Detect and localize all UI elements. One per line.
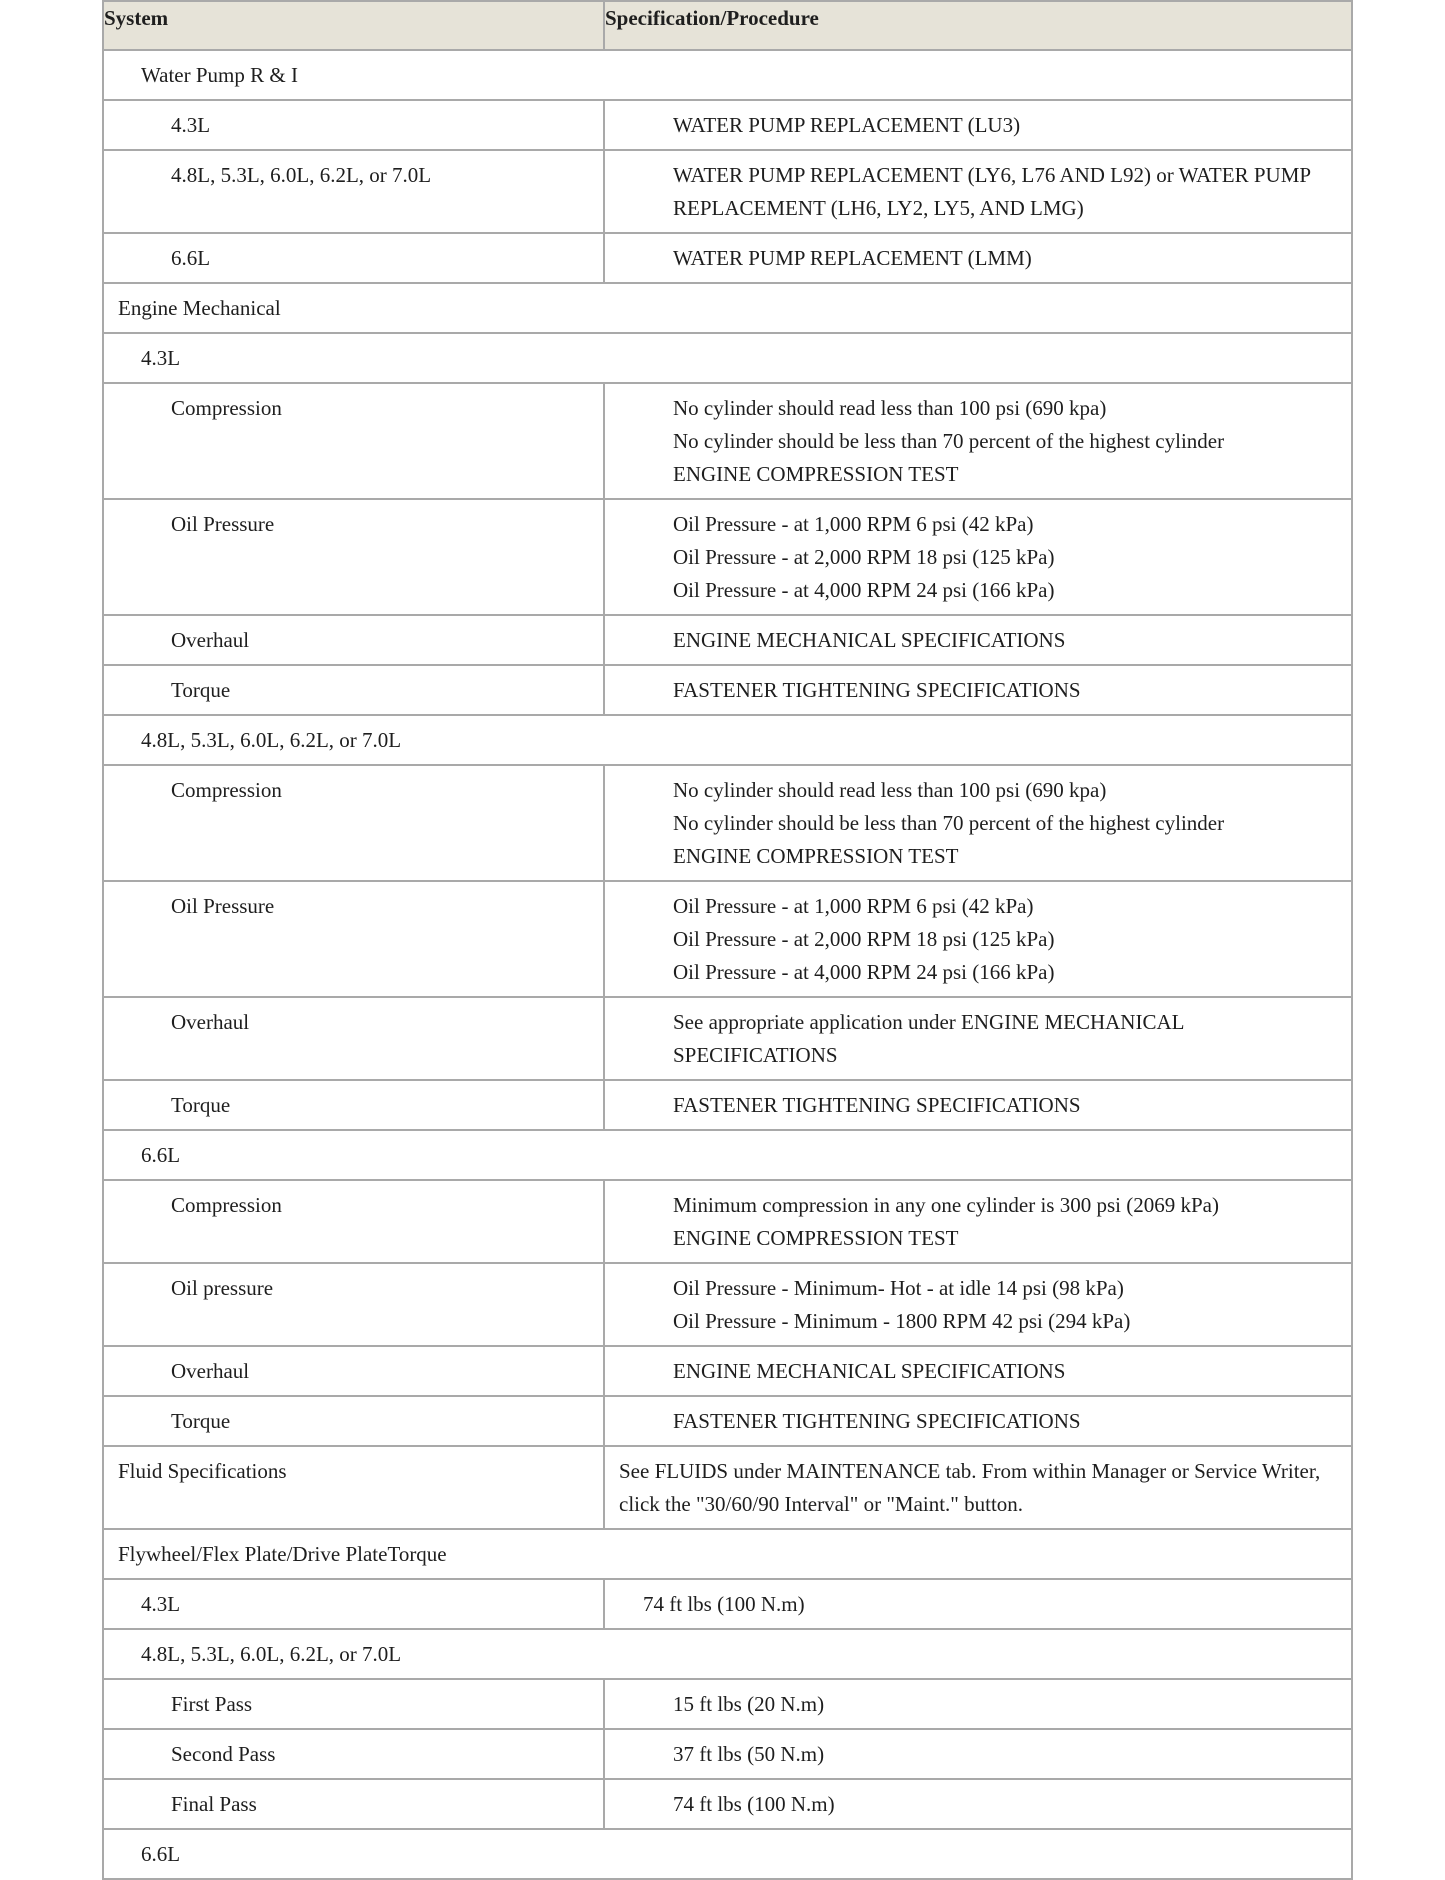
spec-line: See FLUIDS under MAINTENANCE tab. From within Manager or Service Writer, click the "30/60/90 Interval" or "Maint." button. bbox=[619, 1459, 1321, 1516]
system-cell: Compression bbox=[103, 383, 604, 499]
spec-line: ENGINE MECHANICAL SPECIFICATIONS bbox=[673, 1359, 1066, 1383]
subsection-heading: 6.6L bbox=[103, 1829, 1352, 1879]
spec-line: 15 ft lbs (20 N.m) bbox=[673, 1692, 825, 1716]
spec-cell bbox=[604, 765, 1352, 881]
spec-line: Oil Pressure - Minimum- Hot - at idle 14 psi (98 kPa) bbox=[673, 1276, 1124, 1300]
spec-line: ENGINE COMPRESSION TEST bbox=[673, 462, 959, 486]
table-row bbox=[103, 1679, 1352, 1729]
spec-line: ENGINE COMPRESSION TEST bbox=[673, 844, 959, 868]
spec-line: Oil Pressure - at 2,000 RPM 18 psi (125 kPa) bbox=[673, 545, 1055, 569]
table-row bbox=[103, 997, 1352, 1080]
system-cell: 4.8L, 5.3L, 6.0L, 6.2L, or 7.0L bbox=[103, 150, 604, 233]
table-row bbox=[103, 1529, 1352, 1579]
table-body bbox=[103, 50, 1352, 1879]
spec-line: WATER PUMP REPLACEMENT (LU3) bbox=[673, 113, 1021, 137]
spec-cell bbox=[604, 665, 1352, 715]
spec-line: WATER PUMP REPLACEMENT (LY6, L76 AND L92) or WATER PUMP REPLACEMENT (LH6, LY2, LY5, AND LMG) bbox=[673, 163, 1311, 220]
table-row bbox=[103, 1396, 1352, 1446]
spec-line: 74 ft lbs (100 N.m) bbox=[643, 1592, 805, 1616]
table-row bbox=[103, 333, 1352, 383]
spec-line: Oil Pressure - at 4,000 RPM 24 psi (166 kPa) bbox=[673, 960, 1055, 984]
spec-cell bbox=[604, 1346, 1352, 1396]
system-cell: Fluid Specifications bbox=[103, 1446, 604, 1529]
system-cell: 6.6L bbox=[103, 233, 604, 283]
subsection-heading: 4.8L, 5.3L, 6.0L, 6.2L, or 7.0L bbox=[103, 715, 1352, 765]
spec-cell bbox=[604, 1446, 1352, 1529]
system-cell: Oil Pressure bbox=[103, 881, 604, 997]
spec-cell bbox=[604, 1679, 1352, 1729]
table-row bbox=[103, 715, 1352, 765]
subsection-heading: 4.3L bbox=[103, 333, 1352, 383]
spec-line: No cylinder should be less than 70 percent of the highest cylinder bbox=[673, 429, 1225, 453]
table-row bbox=[103, 881, 1352, 997]
system-cell: Torque bbox=[103, 665, 604, 715]
table-row bbox=[103, 1130, 1352, 1180]
table-row bbox=[103, 1446, 1352, 1529]
table-row bbox=[103, 1180, 1352, 1263]
table-row bbox=[103, 233, 1352, 283]
spec-line: Oil Pressure - at 1,000 RPM 6 psi (42 kPa) bbox=[673, 512, 1034, 536]
table-row bbox=[103, 665, 1352, 715]
header-system: System bbox=[103, 1, 604, 50]
spec-line: ENGINE MECHANICAL SPECIFICATIONS bbox=[673, 628, 1066, 652]
spec-cell bbox=[604, 615, 1352, 665]
spec-cell bbox=[604, 997, 1352, 1080]
table-row bbox=[103, 765, 1352, 881]
table-row bbox=[103, 615, 1352, 665]
system-cell: Oil pressure bbox=[103, 1263, 604, 1346]
system-cell: Torque bbox=[103, 1396, 604, 1446]
table-row bbox=[103, 150, 1352, 233]
spec-line: 74 ft lbs (100 N.m) bbox=[673, 1792, 835, 1816]
system-cell: Oil Pressure bbox=[103, 499, 604, 615]
system-cell: 4.3L bbox=[103, 1579, 604, 1629]
spec-line: No cylinder should read less than 100 psi (690 kpa) bbox=[673, 778, 1107, 802]
system-cell: First Pass bbox=[103, 1679, 604, 1729]
table-row bbox=[103, 283, 1352, 333]
subsection-heading: 6.6L bbox=[103, 1130, 1352, 1180]
spec-cell bbox=[604, 1779, 1352, 1829]
system-cell: Overhaul bbox=[103, 997, 604, 1080]
spec-line: FASTENER TIGHTENING SPECIFICATIONS bbox=[673, 678, 1081, 702]
system-cell: Torque bbox=[103, 1080, 604, 1130]
system-cell: Compression bbox=[103, 765, 604, 881]
section-heading: Water Pump R & I bbox=[103, 50, 1352, 100]
table-row bbox=[103, 383, 1352, 499]
system-cell: Overhaul bbox=[103, 1346, 604, 1396]
spec-cell bbox=[604, 1180, 1352, 1263]
table-row bbox=[103, 1729, 1352, 1779]
spec-line: WATER PUMP REPLACEMENT (LMM) bbox=[673, 246, 1032, 270]
spec-line: No cylinder should be less than 70 percent of the highest cylinder bbox=[673, 811, 1225, 835]
spec-line: ENGINE COMPRESSION TEST bbox=[673, 1226, 959, 1250]
system-cell: Second Pass bbox=[103, 1729, 604, 1779]
system-cell: Compression bbox=[103, 1180, 604, 1263]
subsection-heading: 4.8L, 5.3L, 6.0L, 6.2L, or 7.0L bbox=[103, 1629, 1352, 1679]
system-cell: Final Pass bbox=[103, 1779, 604, 1829]
spec-cell bbox=[604, 150, 1352, 233]
table-row bbox=[103, 1346, 1352, 1396]
spec-cell bbox=[604, 1396, 1352, 1446]
spec-cell bbox=[604, 881, 1352, 997]
spec-cell bbox=[604, 100, 1352, 150]
table-row bbox=[103, 1779, 1352, 1829]
spec-cell bbox=[604, 499, 1352, 615]
specification-table bbox=[102, 0, 1353, 1880]
spec-line: Minimum compression in any one cylinder is 300 psi (2069 kPa) bbox=[673, 1193, 1219, 1217]
header-spec: Specification/Procedure bbox=[604, 1, 1352, 50]
spec-cell bbox=[604, 1080, 1352, 1130]
spec-line: 37 ft lbs (50 N.m) bbox=[673, 1742, 825, 1766]
spec-line: FASTENER TIGHTENING SPECIFICATIONS bbox=[673, 1093, 1081, 1117]
table-row bbox=[103, 1629, 1352, 1679]
table-row bbox=[103, 1263, 1352, 1346]
table-row bbox=[103, 1829, 1352, 1879]
spec-cell bbox=[604, 1263, 1352, 1346]
spec-cell bbox=[604, 1729, 1352, 1779]
table-row bbox=[103, 1579, 1352, 1629]
system-cell: 4.3L bbox=[103, 100, 604, 150]
table-row bbox=[103, 1080, 1352, 1130]
table-row bbox=[103, 499, 1352, 615]
spec-line: Oil Pressure - at 4,000 RPM 24 psi (166 kPa) bbox=[673, 578, 1055, 602]
table-row bbox=[103, 100, 1352, 150]
spec-line: Oil Pressure - at 2,000 RPM 18 psi (125 kPa) bbox=[673, 927, 1055, 951]
section-heading: Engine Mechanical bbox=[103, 283, 1352, 333]
table-header-row bbox=[103, 1, 1352, 50]
system-cell: Overhaul bbox=[103, 615, 604, 665]
table-row bbox=[103, 50, 1352, 100]
spec-cell bbox=[604, 1579, 1352, 1629]
spec-cell bbox=[604, 233, 1352, 283]
spec-line: See appropriate application under ENGINE MECHANICAL SPECIFICATIONS bbox=[673, 1010, 1184, 1067]
spec-line: FASTENER TIGHTENING SPECIFICATIONS bbox=[673, 1409, 1081, 1433]
spec-line: Oil Pressure - at 1,000 RPM 6 psi (42 kPa) bbox=[673, 894, 1034, 918]
spec-line: Oil Pressure - Minimum - 1800 RPM 42 psi (294 kPa) bbox=[673, 1309, 1131, 1333]
section-heading: Flywheel/Flex Plate/Drive PlateTorque bbox=[103, 1529, 1352, 1579]
spec-cell bbox=[604, 383, 1352, 499]
spec-line: No cylinder should read less than 100 psi (690 kpa) bbox=[673, 396, 1107, 420]
